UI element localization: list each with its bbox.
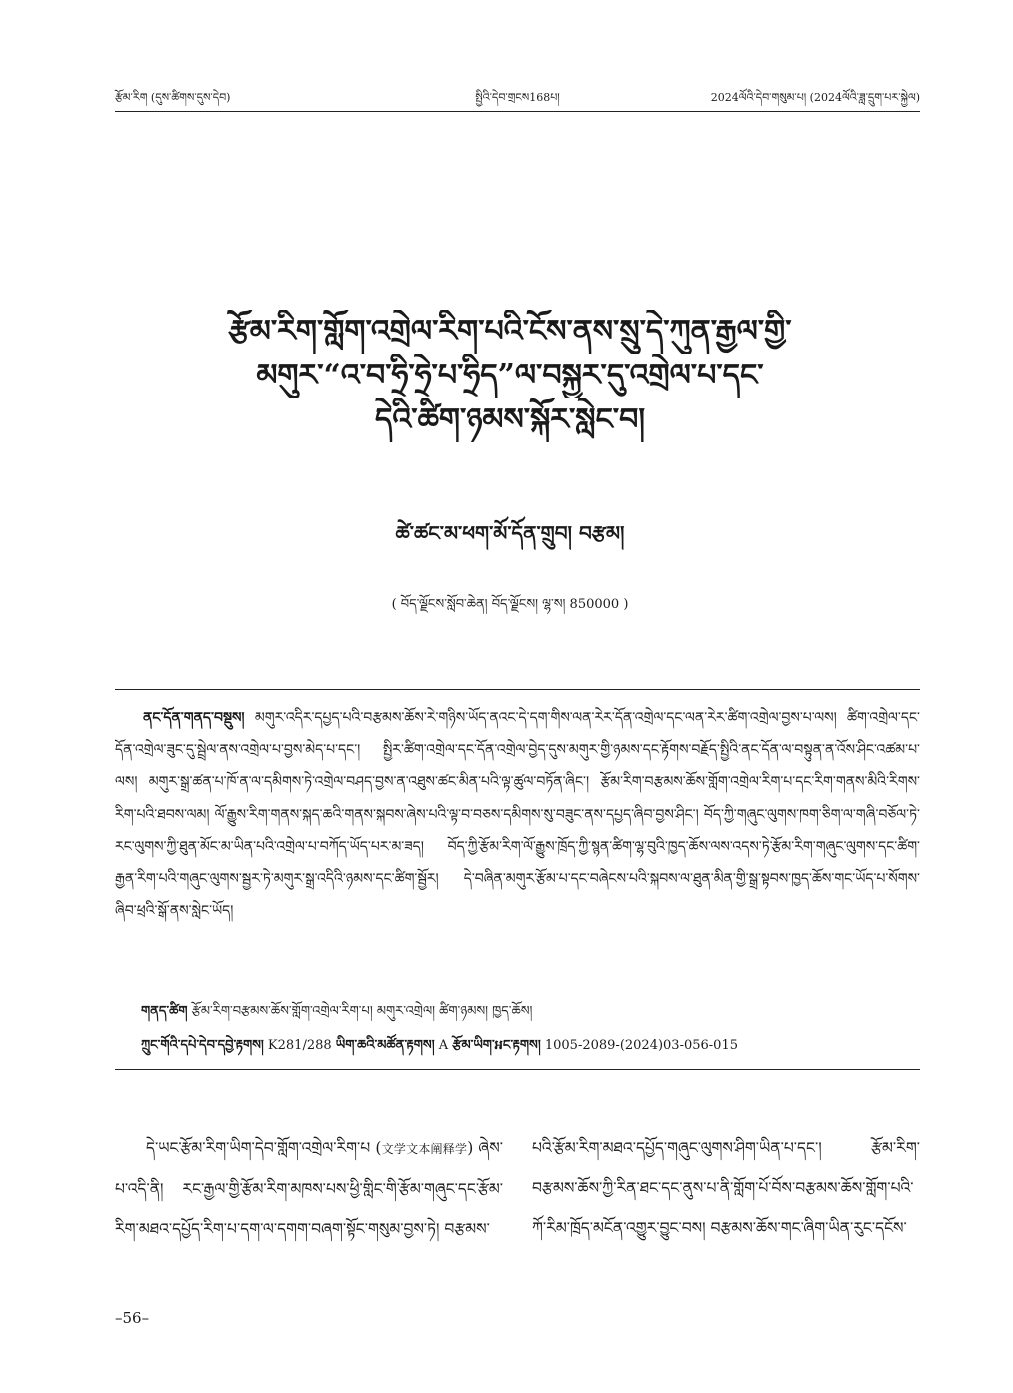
classification-line xyxy=(115,1034,920,1058)
clc-value: K281/288 xyxy=(267,1038,332,1053)
page-number: –56– xyxy=(115,1309,150,1327)
author-name: ཚེ་ཚང་མ་ཕག་མོ་དོན་གྲུབ། བརྩམ། xyxy=(395,521,625,545)
keywords-label: གནད་ཚིག xyxy=(141,1004,188,1019)
doc-code-label: ཡིག་ཆའི་མཚོན་རྟགས། xyxy=(335,1038,435,1053)
running-header-date: 2024ལོའི་དེབ་གསུམ་པ། (2024ལོའི་ཟླ་དྲུག་པར་སྐྱེལ) xyxy=(710,91,920,104)
body-column-right xyxy=(532,1128,920,1298)
running-header-journal: རྩོམ་རིག (དུས་ཚིགས་དུས་དེབ) xyxy=(115,91,231,104)
article-id-value: 1005-2089-(2024)03-056-015 xyxy=(544,1038,738,1053)
abstract-top-rule xyxy=(115,689,920,690)
header-rule xyxy=(115,111,920,112)
title-line-3: དེའི་ཚིག་ཉམས་སྐོར་སླེང་བ། xyxy=(375,402,645,437)
body-column-left xyxy=(115,1128,503,1298)
doc-code-value: A xyxy=(438,1038,449,1053)
author-affiliation: ( བོད་ལྗོངས་སློབ་ཆེན། བོད་ལྗོངས། ལྷ་ས། 850000 ) xyxy=(391,597,629,612)
body-left-text-2: ) ཞེས་པ་འདི་ནི། རང་རྒྱལ་གྱི་རྩོམ་རིག་མཁས་པས་ཕྱི་གླིང་གི་རྩོམ་གཞུང་དང་རྩོམ་རིག་མཐའ་དཔྱོད་རིག་པ་དག་ལ་དགག་བཞག་སྟོང་གསུམ་བྱས་ཏེ། བརྩམས་ xyxy=(115,1139,503,1238)
abstract-bottom-rule xyxy=(115,1069,920,1070)
body-left-chinese-term: 文学文本阐释学 xyxy=(381,1142,468,1156)
running-header-issue: སྤྱིའི་དེབ་གྲངས168པ། xyxy=(475,91,560,104)
clc-label: ཀྲུང་གོའི་དཔེ་དེབ་དབྱེ་རྟགས། xyxy=(141,1038,264,1053)
running-header xyxy=(115,88,920,108)
keywords xyxy=(115,1000,920,1024)
abstract-label: ནང་དོན་གནད་བསྡུས། xyxy=(143,710,245,726)
body-left-text-1: དེ་ཡང་རྩོམ་རིག་ཡིག་དེབ་གློག་འགྲེལ་རིག་པ ( xyxy=(146,1139,382,1157)
title-line-2: མགུར་“འ་བ་ཧྲི་ཧྲེ་པ་ཧྲིད”ལ་བསྐྱར་དུ་འགྲེལ་པ་དང་ xyxy=(256,358,764,393)
article-id-label: རྩོམ་ཡིག་អང་རྟགས། xyxy=(452,1038,541,1053)
body-right-text: པའི་རྩོམ་རིག་མཐའ་དཔྱོད་གཞུང་ལུགས་ཤིག་ཡིན་པ་དང་། རྩོམ་རིག་བརྩམས་ཆོས་ཀྱི་རིན་ཐང་དང་ནུས་པ་ནི་གློག་པོ་བོས་བརྩམས་ཆོས་གློག་པའི་ཀོ་རིམ་ཁྲོད་མངོན་འགྱུར་བྱུང་བས། བརྩམས་ཆོས་གང་ཞིག་ཡིན་རུང་དངོས་ xyxy=(532,1139,920,1237)
abstract-text: མགུར་འདིར་དཔྱད་པའི་བརྩམས་ཆོས་རེ་གཉིས་ཡོད་ནའང་དེ་དག་གིས་ལན་རེར་དོན་འགྲེལ་དང་ལན་རེར་ཚིག་འགྲེལ་བྱས་པ་ལས། ཚིག་འགྲེལ་དང་དོན་འགྲེལ་ཟུང་དུ་སྦྲེལ་ནས་འགྲེལ་པ་བྱས་མེད་པ་དང་། སྤྱིར་ཚིག་འགྲེལ་དང་དོན་འགྲེལ་བྱེད་དུས་མགུར་གྱི་ཉམས་དང་རྟོགས་བརྗོད་སྤྱིའི་ནང་དོན་ལ་བསྟུན་ན་འོས་ཤིང་འཚམ་པ་ལས། མགུར་སྒྲ་ཚན་པ་ཁོ་ན་ལ་དམིགས་ཏེ་འགྲེལ་བཤད་བྱས་ན་འཐུས་ཚང་མིན་པའི་ལྟ་ཚུལ་བཏོན་ཞིང་། རྩོམ་རིག་བརྩམས་ཆོས་གློག་འགྲེལ་རིག་པ་དང་རིག་གནས་མིའི་རིགས་རིག་པའི་ཐབས་ལམ། ལོ་རྒྱུས་རིག་གནས་སྐད་ཆའི་གནས་སྐབས་ཞེས་པའི་ལྟ་བ་བཅས་དམིགས་སུ་བཟུང་ནས་དཔྱད་ཞིབ་བྱས་ཤིང་། བོད་ཀྱི་གཞུང་ལུགས་ཁག་ཅིག་ལ་གཞི་བཅོལ་ཏེ་རང་ལུགས་ཀྱི་ཐུན་མོང་མ་ཡིན་པའི་འགྲེལ་པ་བཀོད་ཡོད་པར་མ་ཟད། བོད་ཀྱི་རྩོམ་རིག་ལོ་རྒྱུས་ཁྲོད་ཀྱི་སྙན་ཚིག་ལྷ་བུའི་ཁྱད་ཆོས་ལས་འདས་ཏེ་རྩོམ་རིག་གཞུང་ལུགས་དང་ཚིག་རྒྱན་རིག་པའི་གཞུང་ལུགས་སྦྱར་ཏེ་མགུར་སྒྲ་འདིའི་ཉམས་དང་ཚིག་སྦྱོར། དེ་བཞིན་མགུར་རྩོམ་པ་དང་བཞེངས་པའི་སྐབས་ལ་ཐུན་མིན་གྱི་སྒྲ་སྟབས་ཁྱད་ཆོས་གང་ཡོད་པ་སོགས་ཞིབ་ཕྲའི་སྒོ་ནས་སླེང་ཡོད། xyxy=(115,710,920,920)
keywords-text: རྩོམ་རིག་བརྩམས་ཆོས་གློག་འགྲེལ་རིག་པ། མགུར་འགྲེལ། ཚིག་ཉམས། ཁྱད་ཆོས། xyxy=(191,1004,533,1019)
article-title xyxy=(120,310,900,442)
title-line-1: རྩོམ་རིག་གློག་འགྲེལ་རིག་པའི་ངོས་ནས་སྲུ་དེ་ཀུན་རྒྱལ་གྱི་ xyxy=(228,314,792,349)
abstract xyxy=(115,702,920,992)
